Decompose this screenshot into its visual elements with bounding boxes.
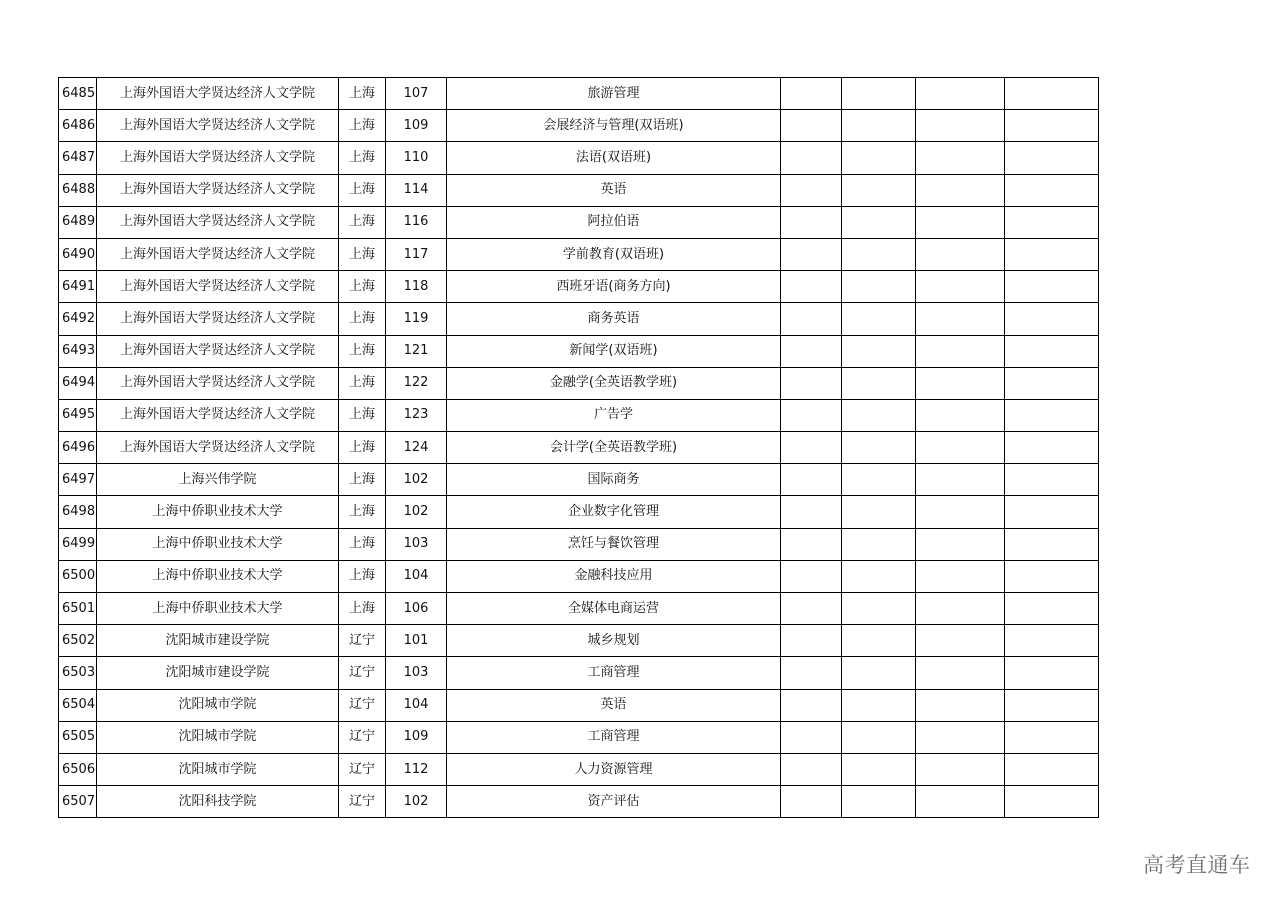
province-cell: 上海 — [339, 367, 386, 399]
table-row — [59, 689, 1099, 721]
major-code-cell: 104 — [386, 560, 447, 592]
empty-cell — [781, 142, 842, 174]
empty-cell — [781, 721, 842, 753]
empty-cell — [842, 303, 916, 335]
row-index-cell: 6497 — [59, 464, 97, 496]
table-row — [59, 78, 1099, 110]
empty-cell — [916, 625, 1005, 657]
empty-cell — [781, 593, 842, 625]
empty-cell — [916, 657, 1005, 689]
empty-cell — [916, 432, 1005, 464]
empty-cell — [1005, 528, 1099, 560]
school-name-cell: 上海外国语大学贤达经济人文学院 — [97, 206, 339, 238]
empty-cell — [781, 560, 842, 592]
major-name-cell: 国际商务 — [447, 464, 781, 496]
table-row — [59, 496, 1099, 528]
major-code-cell: 119 — [386, 303, 447, 335]
province-cell: 辽宁 — [339, 625, 386, 657]
empty-cell — [842, 496, 916, 528]
table-row — [59, 110, 1099, 142]
empty-cell — [781, 753, 842, 785]
empty-cell — [781, 496, 842, 528]
empty-cell — [1005, 432, 1099, 464]
empty-cell — [916, 496, 1005, 528]
province-cell: 上海 — [339, 560, 386, 592]
empty-cell — [781, 238, 842, 270]
school-name-cell: 上海中侨职业技术大学 — [97, 528, 339, 560]
row-index-cell: 6493 — [59, 335, 97, 367]
table-row — [59, 271, 1099, 303]
major-code-cell: 110 — [386, 142, 447, 174]
major-code-cell: 123 — [386, 399, 447, 431]
major-code-cell: 102 — [386, 464, 447, 496]
major-code-cell: 102 — [386, 786, 447, 818]
school-name-cell: 上海中侨职业技术大学 — [97, 496, 339, 528]
empty-cell — [842, 110, 916, 142]
empty-cell — [842, 689, 916, 721]
province-cell: 上海 — [339, 464, 386, 496]
empty-cell — [916, 174, 1005, 206]
row-index-cell: 6488 — [59, 174, 97, 206]
empty-cell — [781, 367, 842, 399]
empty-cell — [781, 271, 842, 303]
school-name-cell: 沈阳科技学院 — [97, 786, 339, 818]
province-cell: 上海 — [339, 78, 386, 110]
school-name-cell: 上海外国语大学贤达经济人文学院 — [97, 174, 339, 206]
empty-cell — [842, 753, 916, 785]
school-name-cell: 上海外国语大学贤达经济人文学院 — [97, 335, 339, 367]
major-name-cell: 烹饪与餐饮管理 — [447, 528, 781, 560]
school-name-cell: 上海外国语大学贤达经济人文学院 — [97, 271, 339, 303]
empty-cell — [781, 174, 842, 206]
empty-cell — [1005, 174, 1099, 206]
empty-cell — [842, 560, 916, 592]
major-code-cell: 121 — [386, 335, 447, 367]
empty-cell — [1005, 721, 1099, 753]
table-row — [59, 174, 1099, 206]
school-name-cell: 沈阳城市建设学院 — [97, 657, 339, 689]
row-index-cell: 6485 — [59, 78, 97, 110]
empty-cell — [842, 142, 916, 174]
province-cell: 辽宁 — [339, 689, 386, 721]
empty-cell — [1005, 335, 1099, 367]
school-name-cell: 沈阳城市学院 — [97, 721, 339, 753]
row-index-cell: 6491 — [59, 271, 97, 303]
major-name-cell: 商务英语 — [447, 303, 781, 335]
table-row — [59, 625, 1099, 657]
province-cell: 上海 — [339, 271, 386, 303]
empty-cell — [1005, 78, 1099, 110]
watermark-text: 高考直通车 — [1143, 853, 1251, 877]
major-name-cell: 西班牙语(商务方向) — [447, 271, 781, 303]
province-cell: 辽宁 — [339, 657, 386, 689]
province-cell: 上海 — [339, 432, 386, 464]
empty-cell — [1005, 625, 1099, 657]
row-index-cell: 6487 — [59, 142, 97, 174]
empty-cell — [842, 78, 916, 110]
empty-cell — [1005, 271, 1099, 303]
row-index-cell: 6502 — [59, 625, 97, 657]
major-name-cell: 旅游管理 — [447, 78, 781, 110]
table-row — [59, 721, 1099, 753]
empty-cell — [842, 174, 916, 206]
major-code-cell: 103 — [386, 528, 447, 560]
table-row — [59, 238, 1099, 270]
empty-cell — [916, 206, 1005, 238]
empty-cell — [1005, 496, 1099, 528]
school-name-cell: 沈阳城市学院 — [97, 689, 339, 721]
empty-cell — [1005, 110, 1099, 142]
province-cell: 上海 — [339, 206, 386, 238]
empty-cell — [1005, 399, 1099, 431]
row-index-cell: 6495 — [59, 399, 97, 431]
empty-cell — [916, 560, 1005, 592]
major-name-cell: 会计学(全英语教学班) — [447, 432, 781, 464]
major-name-cell: 阿拉伯语 — [447, 206, 781, 238]
empty-cell — [1005, 464, 1099, 496]
table-row — [59, 464, 1099, 496]
empty-cell — [1005, 786, 1099, 818]
empty-cell — [916, 528, 1005, 560]
empty-cell — [1005, 206, 1099, 238]
major-code-cell: 103 — [386, 657, 447, 689]
empty-cell — [1005, 657, 1099, 689]
empty-cell — [842, 238, 916, 270]
province-cell: 上海 — [339, 303, 386, 335]
empty-cell — [781, 110, 842, 142]
major-name-cell: 英语 — [447, 689, 781, 721]
table-row — [59, 335, 1099, 367]
empty-cell — [781, 432, 842, 464]
major-name-cell: 法语(双语班) — [447, 142, 781, 174]
empty-cell — [916, 238, 1005, 270]
empty-cell — [781, 689, 842, 721]
major-name-cell: 金融科技应用 — [447, 560, 781, 592]
table-row — [59, 432, 1099, 464]
empty-cell — [842, 271, 916, 303]
school-name-cell: 上海兴伟学院 — [97, 464, 339, 496]
major-code-cell: 107 — [386, 78, 447, 110]
row-index-cell: 6498 — [59, 496, 97, 528]
school-name-cell: 上海外国语大学贤达经济人文学院 — [97, 78, 339, 110]
table-body — [59, 78, 1099, 818]
empty-cell — [842, 657, 916, 689]
empty-cell — [842, 593, 916, 625]
major-code-cell: 112 — [386, 753, 447, 785]
empty-cell — [842, 399, 916, 431]
major-name-cell: 人力资源管理 — [447, 753, 781, 785]
table-row — [59, 399, 1099, 431]
empty-cell — [842, 464, 916, 496]
row-index-cell: 6494 — [59, 367, 97, 399]
major-code-cell: 118 — [386, 271, 447, 303]
empty-cell — [842, 367, 916, 399]
empty-cell — [1005, 367, 1099, 399]
major-code-cell: 104 — [386, 689, 447, 721]
major-code-cell: 101 — [386, 625, 447, 657]
empty-cell — [842, 786, 916, 818]
province-cell: 辽宁 — [339, 721, 386, 753]
empty-cell — [916, 335, 1005, 367]
school-name-cell: 上海外国语大学贤达经济人文学院 — [97, 303, 339, 335]
empty-cell — [781, 206, 842, 238]
empty-cell — [916, 367, 1005, 399]
major-name-cell: 广告学 — [447, 399, 781, 431]
empty-cell — [916, 464, 1005, 496]
province-cell: 上海 — [339, 593, 386, 625]
empty-cell — [1005, 238, 1099, 270]
row-index-cell: 6506 — [59, 753, 97, 785]
empty-cell — [842, 206, 916, 238]
major-name-cell: 全媒体电商运营 — [447, 593, 781, 625]
row-index-cell: 6504 — [59, 689, 97, 721]
province-cell: 上海 — [339, 174, 386, 206]
empty-cell — [1005, 303, 1099, 335]
major-code-cell: 117 — [386, 238, 447, 270]
empty-cell — [842, 528, 916, 560]
empty-cell — [842, 625, 916, 657]
empty-cell — [1005, 560, 1099, 592]
row-index-cell: 6501 — [59, 593, 97, 625]
row-index-cell: 6503 — [59, 657, 97, 689]
row-index-cell: 6489 — [59, 206, 97, 238]
row-index-cell: 6486 — [59, 110, 97, 142]
row-index-cell: 6490 — [59, 238, 97, 270]
school-name-cell: 上海外国语大学贤达经济人文学院 — [97, 399, 339, 431]
province-cell: 辽宁 — [339, 753, 386, 785]
row-index-cell: 6496 — [59, 432, 97, 464]
school-name-cell: 上海中侨职业技术大学 — [97, 593, 339, 625]
major-code-cell: 109 — [386, 110, 447, 142]
empty-cell — [916, 271, 1005, 303]
empty-cell — [842, 335, 916, 367]
table-row — [59, 593, 1099, 625]
empty-cell — [1005, 689, 1099, 721]
major-name-cell: 新闻学(双语班) — [447, 335, 781, 367]
empty-cell — [916, 142, 1005, 174]
province-cell: 上海 — [339, 335, 386, 367]
empty-cell — [781, 335, 842, 367]
major-code-cell: 114 — [386, 174, 447, 206]
empty-cell — [916, 786, 1005, 818]
empty-cell — [842, 721, 916, 753]
table-row — [59, 367, 1099, 399]
admissions-table — [58, 77, 1099, 818]
school-name-cell: 上海外国语大学贤达经济人文学院 — [97, 238, 339, 270]
table-row — [59, 753, 1099, 785]
major-name-cell: 工商管理 — [447, 657, 781, 689]
empty-cell — [916, 303, 1005, 335]
major-code-cell: 124 — [386, 432, 447, 464]
table-row — [59, 206, 1099, 238]
empty-cell — [916, 399, 1005, 431]
empty-cell — [781, 528, 842, 560]
empty-cell — [1005, 142, 1099, 174]
empty-cell — [916, 721, 1005, 753]
empty-cell — [781, 399, 842, 431]
major-name-cell: 英语 — [447, 174, 781, 206]
school-name-cell: 沈阳城市建设学院 — [97, 625, 339, 657]
table-row — [59, 786, 1099, 818]
table-row — [59, 303, 1099, 335]
empty-cell — [916, 593, 1005, 625]
row-index-cell: 6505 — [59, 721, 97, 753]
major-name-cell: 企业数字化管理 — [447, 496, 781, 528]
empty-cell — [916, 689, 1005, 721]
school-name-cell: 沈阳城市学院 — [97, 753, 339, 785]
empty-cell — [842, 432, 916, 464]
major-code-cell: 109 — [386, 721, 447, 753]
empty-cell — [781, 303, 842, 335]
row-index-cell: 6499 — [59, 528, 97, 560]
school-name-cell: 上海中侨职业技术大学 — [97, 560, 339, 592]
empty-cell — [781, 464, 842, 496]
province-cell: 上海 — [339, 528, 386, 560]
empty-cell — [781, 78, 842, 110]
major-name-cell: 资产评估 — [447, 786, 781, 818]
province-cell: 上海 — [339, 399, 386, 431]
empty-cell — [916, 110, 1005, 142]
empty-cell — [916, 78, 1005, 110]
major-name-cell: 会展经济与管理(双语班) — [447, 110, 781, 142]
empty-cell — [781, 625, 842, 657]
table-row — [59, 560, 1099, 592]
province-cell: 上海 — [339, 238, 386, 270]
province-cell: 上海 — [339, 496, 386, 528]
empty-cell — [781, 657, 842, 689]
school-name-cell: 上海外国语大学贤达经济人文学院 — [97, 110, 339, 142]
major-code-cell: 116 — [386, 206, 447, 238]
major-name-cell: 工商管理 — [447, 721, 781, 753]
province-cell: 上海 — [339, 142, 386, 174]
school-name-cell: 上海外国语大学贤达经济人文学院 — [97, 142, 339, 174]
empty-cell — [1005, 753, 1099, 785]
row-index-cell: 6492 — [59, 303, 97, 335]
empty-cell — [1005, 593, 1099, 625]
table-row — [59, 142, 1099, 174]
province-cell: 上海 — [339, 110, 386, 142]
province-cell: 辽宁 — [339, 786, 386, 818]
major-code-cell: 106 — [386, 593, 447, 625]
major-name-cell: 学前教育(双语班) — [447, 238, 781, 270]
table-row — [59, 528, 1099, 560]
major-name-cell: 金融学(全英语教学班) — [447, 367, 781, 399]
row-index-cell: 6507 — [59, 786, 97, 818]
school-name-cell: 上海外国语大学贤达经济人文学院 — [97, 432, 339, 464]
row-index-cell: 6500 — [59, 560, 97, 592]
empty-cell — [916, 753, 1005, 785]
school-name-cell: 上海外国语大学贤达经济人文学院 — [97, 367, 339, 399]
major-code-cell: 102 — [386, 496, 447, 528]
empty-cell — [781, 786, 842, 818]
major-code-cell: 122 — [386, 367, 447, 399]
major-name-cell: 城乡规划 — [447, 625, 781, 657]
table-row — [59, 657, 1099, 689]
